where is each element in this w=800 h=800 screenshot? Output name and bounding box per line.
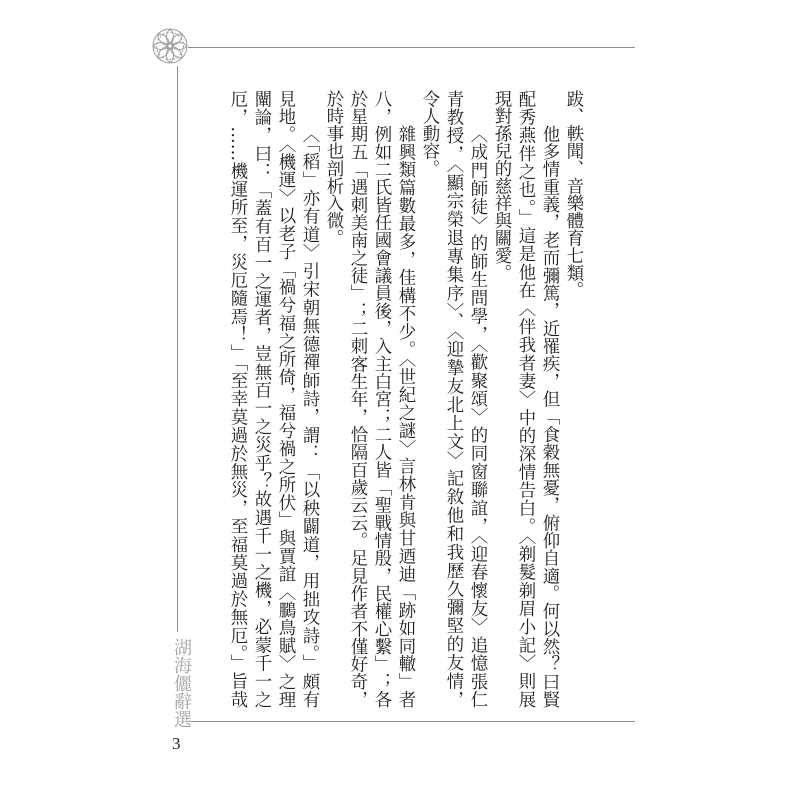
bottom-rule — [188, 721, 635, 722]
text-column: 見地。〈機運〉以老子「禍兮福之所倚，福兮禍之所伏」與賈誼〈鵩鳥賦〉之理 — [275, 90, 295, 708]
text-column: 令人動容。 — [419, 90, 439, 177]
text-column: 雜興類篇數最多，佳構不少。〈世紀之謎〉言林肯與甘迺迪「跡如同轍」者 — [395, 124, 415, 708]
text-column: 配秀燕伴之也。」這是他在〈伴我者妻〉中的深情告白。〈剃髮剃眉小記〉則展 — [515, 90, 535, 708]
running-title: 湖海儷辭選 — [171, 638, 192, 728]
text-column: 闡論，曰：「蓋有百一之運者，豈無百一之災乎？故遇千一之機，必蒙千一之 — [251, 90, 271, 708]
text-column: 厄，……機運所至，災厄隨焉！」「至幸莫過於無災，至福莫過於無厄。」旨哉 — [227, 90, 247, 708]
text-column: 〈成門師徒〉的師生問學，〈歡聚頌〉的同窗聯誼，〈迎春懷友〉追憶張仁 — [467, 124, 487, 708]
text-column: 青教授，〈顯宗榮退專集序〉、〈迎摯友北上文〉記敘他和我歷久彌堅的友情， — [443, 90, 463, 708]
flower-ornament-icon — [150, 26, 190, 66]
text-column: 他多情重義，老而彌篤，近罹疾，但「食穀無憂，俯仰自適。何以然？曰賢 — [539, 124, 559, 708]
top-rule — [188, 47, 635, 48]
text-column: 八，例如二氏皆任國會議員後，入主白宮；二人皆「聖戰情殷，民權心繫」；各 — [371, 90, 391, 708]
text-column: 〈「稻」亦有道〉引宋朝無德禪師詩，謂：「以秧闢道，用拙攻詩。」頗有 — [299, 124, 319, 708]
text-column: 現對孫兒的慈祥與關愛。 — [491, 90, 511, 282]
text-column: 於時事也剖析入微。 — [323, 90, 343, 247]
text-column: 於星期五「遇刺美南之徒」；二刺客生年，恰隔百歲云云。足見作者不僅好奇， — [347, 90, 367, 708]
page-number: 3 — [172, 734, 181, 753]
body-text — [225, 90, 585, 710]
text-column: 跋、軼聞、音樂體育七類。 — [563, 90, 583, 299]
left-margin-rule — [177, 66, 178, 632]
